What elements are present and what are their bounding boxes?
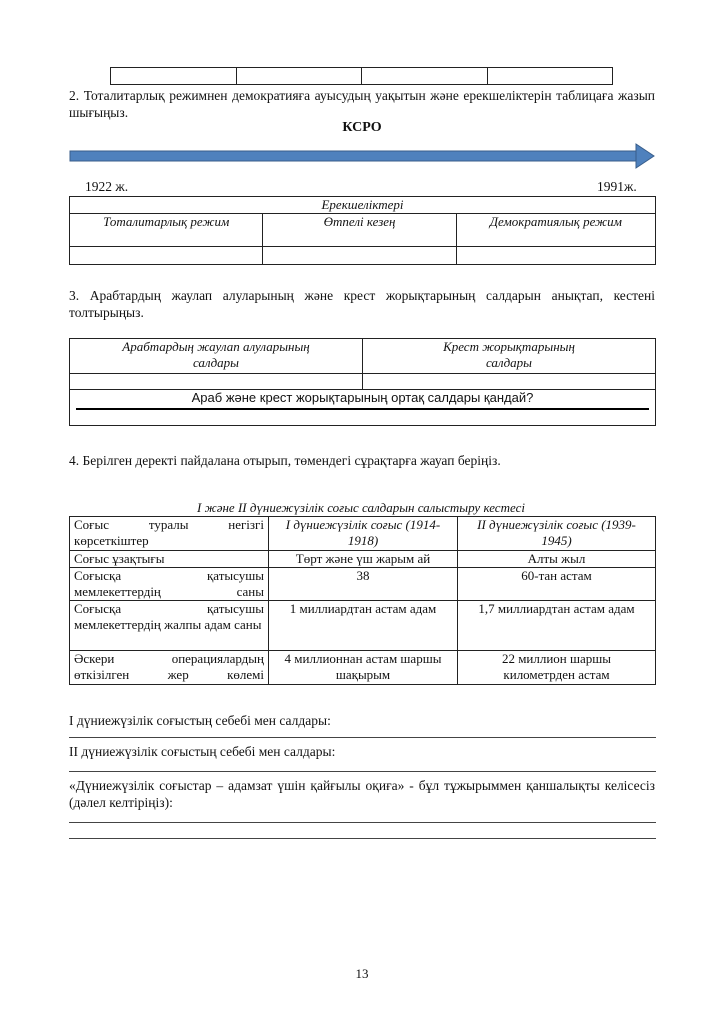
question-ww2: II дүниежүзілік соғыстың себебі мен салдары: — [69, 744, 336, 759]
question-ww1: I дүниежүзілік соғыстың себебі мен салдары: — [69, 713, 331, 728]
q3-table — [69, 338, 656, 426]
page-number: 13 — [355, 966, 369, 981]
q3-answer-cell[interactable] — [363, 374, 656, 390]
q4-row-label: Соғысқа қатысушы мемлекеттердің саны — [70, 568, 269, 601]
answer-line[interactable] — [69, 771, 656, 772]
q3-col-crusades-label: Крест жорықтарының салдары — [443, 339, 575, 370]
q3-common-cell — [70, 390, 656, 426]
q4-row-label: Әскери операциялардың өткізілген жер көлемі — [70, 651, 269, 685]
q3-answer-line[interactable] — [76, 408, 649, 410]
q3-col-crusades — [363, 339, 656, 374]
q3-text: 3. Арабтардың жаулап алуларының және крест жорықтарының салдарын анықтап, кестені толтырыңыз. — [69, 288, 655, 320]
question-opinion: «Дүниежүзілік соғыстар – адамзат үшін қайғылы оқиға» - бұл тұжырыммен қаншалықты келісесіз (дәлел келтіріңіз): — [69, 778, 655, 810]
top-partial-table — [110, 67, 613, 85]
q4-cell-ww2-text: 22 миллион шаршы километрден астам — [501, 651, 612, 682]
answer-line[interactable] — [69, 838, 656, 839]
q2-answer-cell[interactable] — [263, 247, 456, 265]
q2-col-democratic: Демократиялық режим — [456, 214, 655, 247]
q4-cell-ww2 — [458, 651, 656, 685]
q2-answer-cell[interactable] — [70, 247, 263, 265]
top-cell — [236, 68, 362, 85]
q4-cell-ww1-text: 4 миллионнан астам шаршы шақырым — [284, 651, 442, 682]
q2-answer-cell[interactable] — [456, 247, 655, 265]
q4-cell-ww1 — [269, 651, 458, 685]
top-cell — [487, 68, 613, 85]
q4-cell-ww2: Алты жыл — [458, 551, 656, 568]
q3-col-arab — [70, 339, 363, 374]
q3-answer-cell[interactable] — [70, 374, 363, 390]
timeline-start: 1922 ж. — [85, 179, 129, 194]
q2-col-transition: Өтпелі кезең — [263, 214, 456, 247]
q4-text: 4. Берілген деректі пайдалана отырып, төмендегі сұрақтарға жауап беріңіз. — [69, 453, 501, 468]
q4-row-label: Соғыс ұзақтығы — [70, 551, 269, 568]
q4-cell-ww1: Төрт және үш жарым ай — [269, 551, 458, 568]
q4-cell-ww1: 1 миллиардтан астам адам — [269, 601, 458, 651]
top-cell — [362, 68, 488, 85]
q2-text: 2. Тоталитарлық режимнен демократияға ауысудың уақытын және ерекшеліктерін таблицаға жазып шығыңыз. — [69, 88, 655, 120]
q2-table-header: Ерекшеліктері — [70, 197, 656, 214]
q4-header-indicator: Соғыс туралы негізгі көрсеткіштер — [70, 517, 269, 551]
q4-table — [69, 516, 656, 685]
top-cell — [111, 68, 237, 85]
q4-table-caption: I және II дүниежүзілік соғыс салдарын салыстыру кестесі — [197, 500, 525, 515]
q2-title: КСРО — [342, 120, 382, 135]
timeline-arrow — [66, 142, 658, 170]
timeline-end: 1991ж. — [597, 179, 637, 194]
q4-header-ww1: I дүниежүзілік соғыс (1914-1918) — [269, 517, 458, 551]
q3-col-arab-label: Арабтардың жаулап алуларының салдары — [122, 339, 310, 370]
q2-table — [69, 196, 656, 265]
q2-col-totalitarian: Тоталитарлық режим — [70, 214, 263, 247]
answer-line[interactable] — [69, 822, 656, 823]
q4-row-label: Соғысқа қатысушы мемлекеттердің жалпы адам саны — [70, 601, 269, 651]
q3-common-question: Араб және крест жорықтарының ортақ салдары қандай? — [191, 390, 534, 405]
q4-cell-ww2: 1,7 миллиардтан астам адам — [458, 601, 656, 651]
q4-cell-ww2: 60-тан астам — [458, 568, 656, 601]
answer-line[interactable] — [69, 737, 656, 738]
q4-header-ww2: II дүниежүзілік соғыс (1939-1945) — [458, 517, 656, 551]
q4-cell-ww1: 38 — [269, 568, 458, 601]
